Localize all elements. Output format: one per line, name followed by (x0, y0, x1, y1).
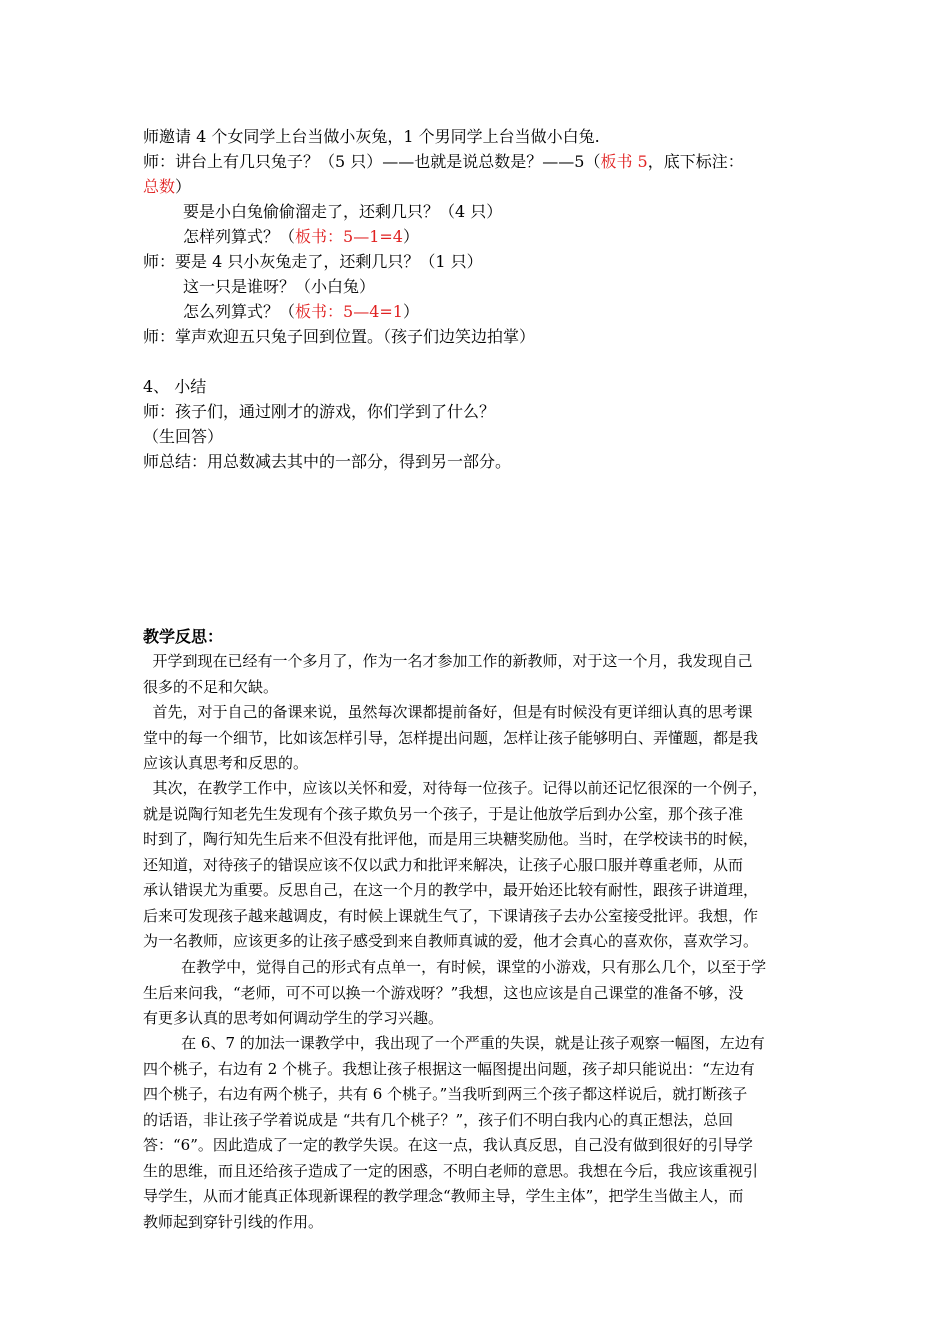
paragraph-line: 就是说陶行知老先生发现有个孩子欺负另一个孩子，于是让他放学后到办公室，那个孩子准 (143, 804, 744, 823)
lesson-text: 怎么列算式？（ (183, 302, 296, 321)
board-note: 板书：5—4=1 (295, 302, 403, 321)
board-note: 板书 5 (600, 152, 648, 171)
paragraph-line: 还知道，对待孩子的错误应该不仅以武力和批评来解决，让孩子心服口服并尊重老师，从而 (143, 855, 744, 874)
board-note: 板书：5—1=4 (295, 227, 403, 246)
paragraph-line: 首先，对于自己的备课来说，虽然每次课都提前备好，但是有时候没有更详细认真的思考课 (143, 703, 753, 721)
paragraph-line: 承认错误尤为重要。反思自己，在这一个月的教学中，最开始还比较有耐性，跟孩子讲道理， (143, 881, 759, 899)
paragraph-line: 后来可发现孩子越来越调皮，有时候上课就生气了，下课请孩子去办公室接受批评。我想，作 (143, 906, 759, 925)
lesson-line-4 (183, 200, 502, 224)
reflection-paragraph-4 (143, 955, 810, 1032)
paragraph-line: 很多的不足和欠缺。 (143, 677, 279, 696)
reflection-paragraph-2 (143, 700, 810, 777)
summary-question: 师：孩子们，通过刚才的游戏，你们学到了什么？ (143, 402, 496, 421)
lesson-text: ，底下标注： (647, 152, 744, 171)
reflection-heading: 教学反思： (143, 627, 224, 646)
paragraph-line: 生的思维，而且还给孩子造成了一定的困惑，不明白老师的意思。我想在今后，我应该重视引 (143, 1161, 759, 1180)
lesson-line-5 (183, 225, 419, 249)
paragraph-line: 有更多认真的思考如何调动学生的学习兴趣。 (143, 1009, 444, 1027)
reflection-paragraph-3 (143, 776, 810, 955)
lesson-text: ） (402, 227, 419, 246)
paragraph-line: 应该认真思考和反思的。 (143, 754, 309, 772)
paragraph-line: 为一名教师，应该更多的让孩子感受到来自教师真诚的爱，他才会真心的喜欢你，喜欢学习。 (143, 932, 759, 950)
summary-heading: 4、 小结 (143, 377, 207, 396)
summary-conclusion: 师总结：用总数减去其中的一部分，得到另一部分。 (143, 452, 512, 471)
paragraph-line: 四个桃子，右边有两个桃子，共有 6 个桃子。”当我听到两三个孩子都这样说后，就打断孩子 (143, 1085, 748, 1103)
paragraph-line: 教师起到穿针引线的作用。 (143, 1212, 324, 1231)
paragraph-line: 堂中的每一个细节，比如该怎样引导，怎样提出问题，怎样让孩子能够明白、弄懂题，都是我 (143, 728, 759, 747)
paragraph-line: 在 6、7 的加法一课教学中，我出现了一个严重的失误，就是让孩子观察一幅图，左边有 (143, 1034, 765, 1052)
lesson-text: 师邀请 4 个女同学上台当做小灰兔，1 个男同学上台当做小白兔. (143, 127, 600, 146)
lesson-line-8 (183, 300, 419, 324)
lesson-text: ） (175, 177, 192, 196)
lesson-text: 怎样列算式？（ (183, 227, 296, 246)
lesson-line-1 (143, 125, 600, 149)
lesson-line-2 (143, 150, 744, 174)
lesson-text: ） (402, 302, 419, 321)
paragraph-line: 其次，在教学工作中，应该以关怀和爱，对待每一位孩子。记得以前还记忆很深的一个例子， (143, 779, 768, 797)
paragraph-line: 答：“6”。因此造成了一定的教学失误。在这一点，我认真反思，自己没有做到很好的引导学 (143, 1136, 753, 1154)
reflection-paragraph-1 (143, 649, 810, 700)
board-note: 总数 (143, 177, 176, 196)
paragraph-line: 四个桃子，右边有 2 个桃子。我想让孩子根据这一幅图提出问题，孩子却只能说出：“左边有 (143, 1059, 755, 1078)
lesson-text: 师：要是 4 只小灰兔走了，还剩几只？（1 只） (143, 252, 483, 271)
summary-answer: （生回答） (143, 427, 224, 446)
lesson-line-9 (143, 325, 535, 349)
paragraph-line: 导学生，从而才能真正体现新课程的教学理念“教师主导，学生主体”，把学生当做主人，而 (143, 1187, 744, 1205)
lesson-text: 要是小白兔偷偷溜走了，还剩几只？（4 只） (183, 202, 503, 221)
lesson-text: 这一只是谁呀？（小白兔） (183, 277, 376, 296)
lesson-text: 师：讲台上有几只兔子？（5 只）——也就是说总数是？——5（ (143, 152, 601, 171)
paragraph-line: 的话语，非让孩子学着说成是 “共有几个桃子？”，孩子们不明白我内心的真正想法，总回 (143, 1110, 734, 1129)
lesson-line-6 (143, 250, 483, 274)
paragraph-line: 时到了，陶行知先生后来不但没有批评他，而是用三块糖奖励他。当时，在学校读书的时候， (143, 830, 759, 848)
lesson-line-3 (143, 175, 191, 199)
lesson-line-7 (183, 275, 375, 299)
paragraph-line: 在教学中，觉得自己的形式有点单一，有时候，课堂的小游戏，只有那么几个，以至于学 (143, 958, 767, 976)
lesson-text: 师：掌声欢迎五只兔子回到位置。（孩子们边笑边拍掌） (143, 327, 536, 346)
paragraph-line: 开学到现在已经有一个多月了，作为一名才参加工作的新教师，对于这一个月，我发现自己 (143, 652, 753, 670)
paragraph-line: 生后来问我，“老师，可不可以换一个游戏呀？”我想，这也应该是自己课堂的准备不够，没 (143, 983, 744, 1002)
reflection-paragraph-5 (143, 1031, 810, 1235)
